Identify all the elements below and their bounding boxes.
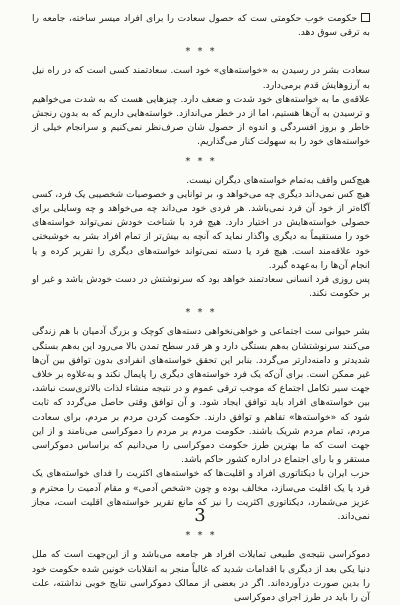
paragraph-text: حکومت خوب حکومتی ست که حصول سعادت را برای افراد میسر ساخته، جامعه را به ترقی سوق دهد. (32, 13, 370, 39)
paragraph-destiny: پس روزی فرد انسانی سعادتمند خواهد بود که سرنوشتش در دست خودش باشد و غیر او بر حکومت نکند. (32, 274, 370, 300)
paragraph-iran-party: حزب ایران با دیکتاتوری افراد و اقلیت‌ها که خواسته‌های اکثریت را فدای خواسته‌های یک فرد یا یک اقلیت می‌سازد، مخالف بوده و چون «شخص آدمی» و مقام آدمیت را محترم و عزیز می‌شمارد، دیکتاتوری اکثریت را نیز که مانع تقریر خواسته‌های اقلیت است، مجاز نمی‌داند. (32, 468, 370, 523)
paragraph-good-government (32, 12, 370, 40)
paragraph-democracy: دموکراسی نتیجه‌ی طبیعی تمایلات افراد هر جامعه می‌باشد و از این‌جهت است که ملل دنیا یکی بعد از دیگری با اقدامات شدید که غالباً منجر به انقلابات خونین شده حکومت خود را بدین صورت درآورده‌اند. اگر در بعضی از ممالک دموکراسی نتایج خوبی نداشته، علت آن را باید در طرز اجرای دموکراسی (32, 549, 370, 603)
section-separator: * * * (185, 155, 217, 167)
paragraph-social-animal: بشر حیوانی ست اجتماعی و خواهی‌نخواهی دسته‌های کوچک و بزرگ آدمیان با هم زندگی می‌کنند سرنوشتشان به‌هم بستگی دارد و هر قدر سطح تمدن بالا می‌رود این به‌هم بستگی شدیدتر و دامنه‌دارتر می‌گردد. بنابر این تحقق خواسته‌های انفرادی بدون توافق بین آن‌ها غیر ممکن است. برای آن‌که یک فرد خواسته‌های دیگری را پایمال نکند و به‌علاوه بر خلاف جهت سیر تکامل اجتماع که موجب ترقی عموم و در نتیجه منشاء لذات بالاتری‌ست نباشد، بین خواسته‌های افراد باید توافق ایجاد شود. و آن توافق وقتی حاصل می‌گردد که ثابت شود که «خواسته‌ها» تفاهم و توافق دارند. حکومت کردن مردم بر مردم، برای سعادت مردم، تمام مردم شریک باشند. حکومت مردم بر مردم را دموکراسی می‌نامند و از این جهت است که ما بهترین طرز حکومت دموکراسی را می‌دانیم که براساس دموکراسی مستقر و با رای اجتماع در اداره کشور حاکم باشد. (32, 326, 370, 466)
paragraph-happiness: سعادت بشر در رسیدن به «خواسته‌های» خود است. سعادتمند کسی است که در راه نیل به آرزوهایش قدم برمی‌دارد. (32, 65, 370, 91)
section-separator: * * * (185, 307, 217, 319)
paragraph-interests: علاقه‌ی ما به خواسته‌های خود شدت و ضعف دارد. چیزهایی هست که به شدت می‌خواهیم و ترسیدن به آن‌ها هستیم، اما از در خطر می‌اندازد. خواسته‌هایی داریم که به بدون رنجش خاطر و بروز افسردگی و اندوه از حصول شان صرف‌نظر نمی‌کنیم و سرانجام خیلی از خواسته‌های خود را به سهولت کنار می‌گذاریم. (32, 93, 370, 148)
paragraph-self-knowledge: هیچ کس نمی‌داند دیگری چه می‌خواهد و، بر توانایی و خصوصیات شخصیبی یک فرد، کسی آگاه‌تر از خود آن فرد نمی‌باشد. هر فردی خود می‌داند چه می‌خواهد و چه وسایلی برای حصولی خواسته‌هایش در اختیار دارد. هیچ فرد با شناخت خودش نمی‌تواند خواسته‌های خود را مستقیماً به دیگری واگذار نماید که آنچه به بیش‌تر از تمام افراد بشر به خوشبختی خود علاقه‌مند است. هیچ فرد یا دسته نمی‌تواند خواسته‌های دیگری را تقریر کرده و یا انجام آن‌ها را به‌عهده گیرد. (32, 188, 370, 271)
paragraph-nobody-knows: هیچ‌کس واقف به‌تمام خواسته‌های دیگران نیست. (186, 174, 370, 186)
checkbox-bullet-icon (361, 13, 370, 22)
section-separator: * * * (185, 46, 217, 58)
page-number: 3 (194, 505, 206, 526)
section-separator: * * * (185, 530, 217, 542)
